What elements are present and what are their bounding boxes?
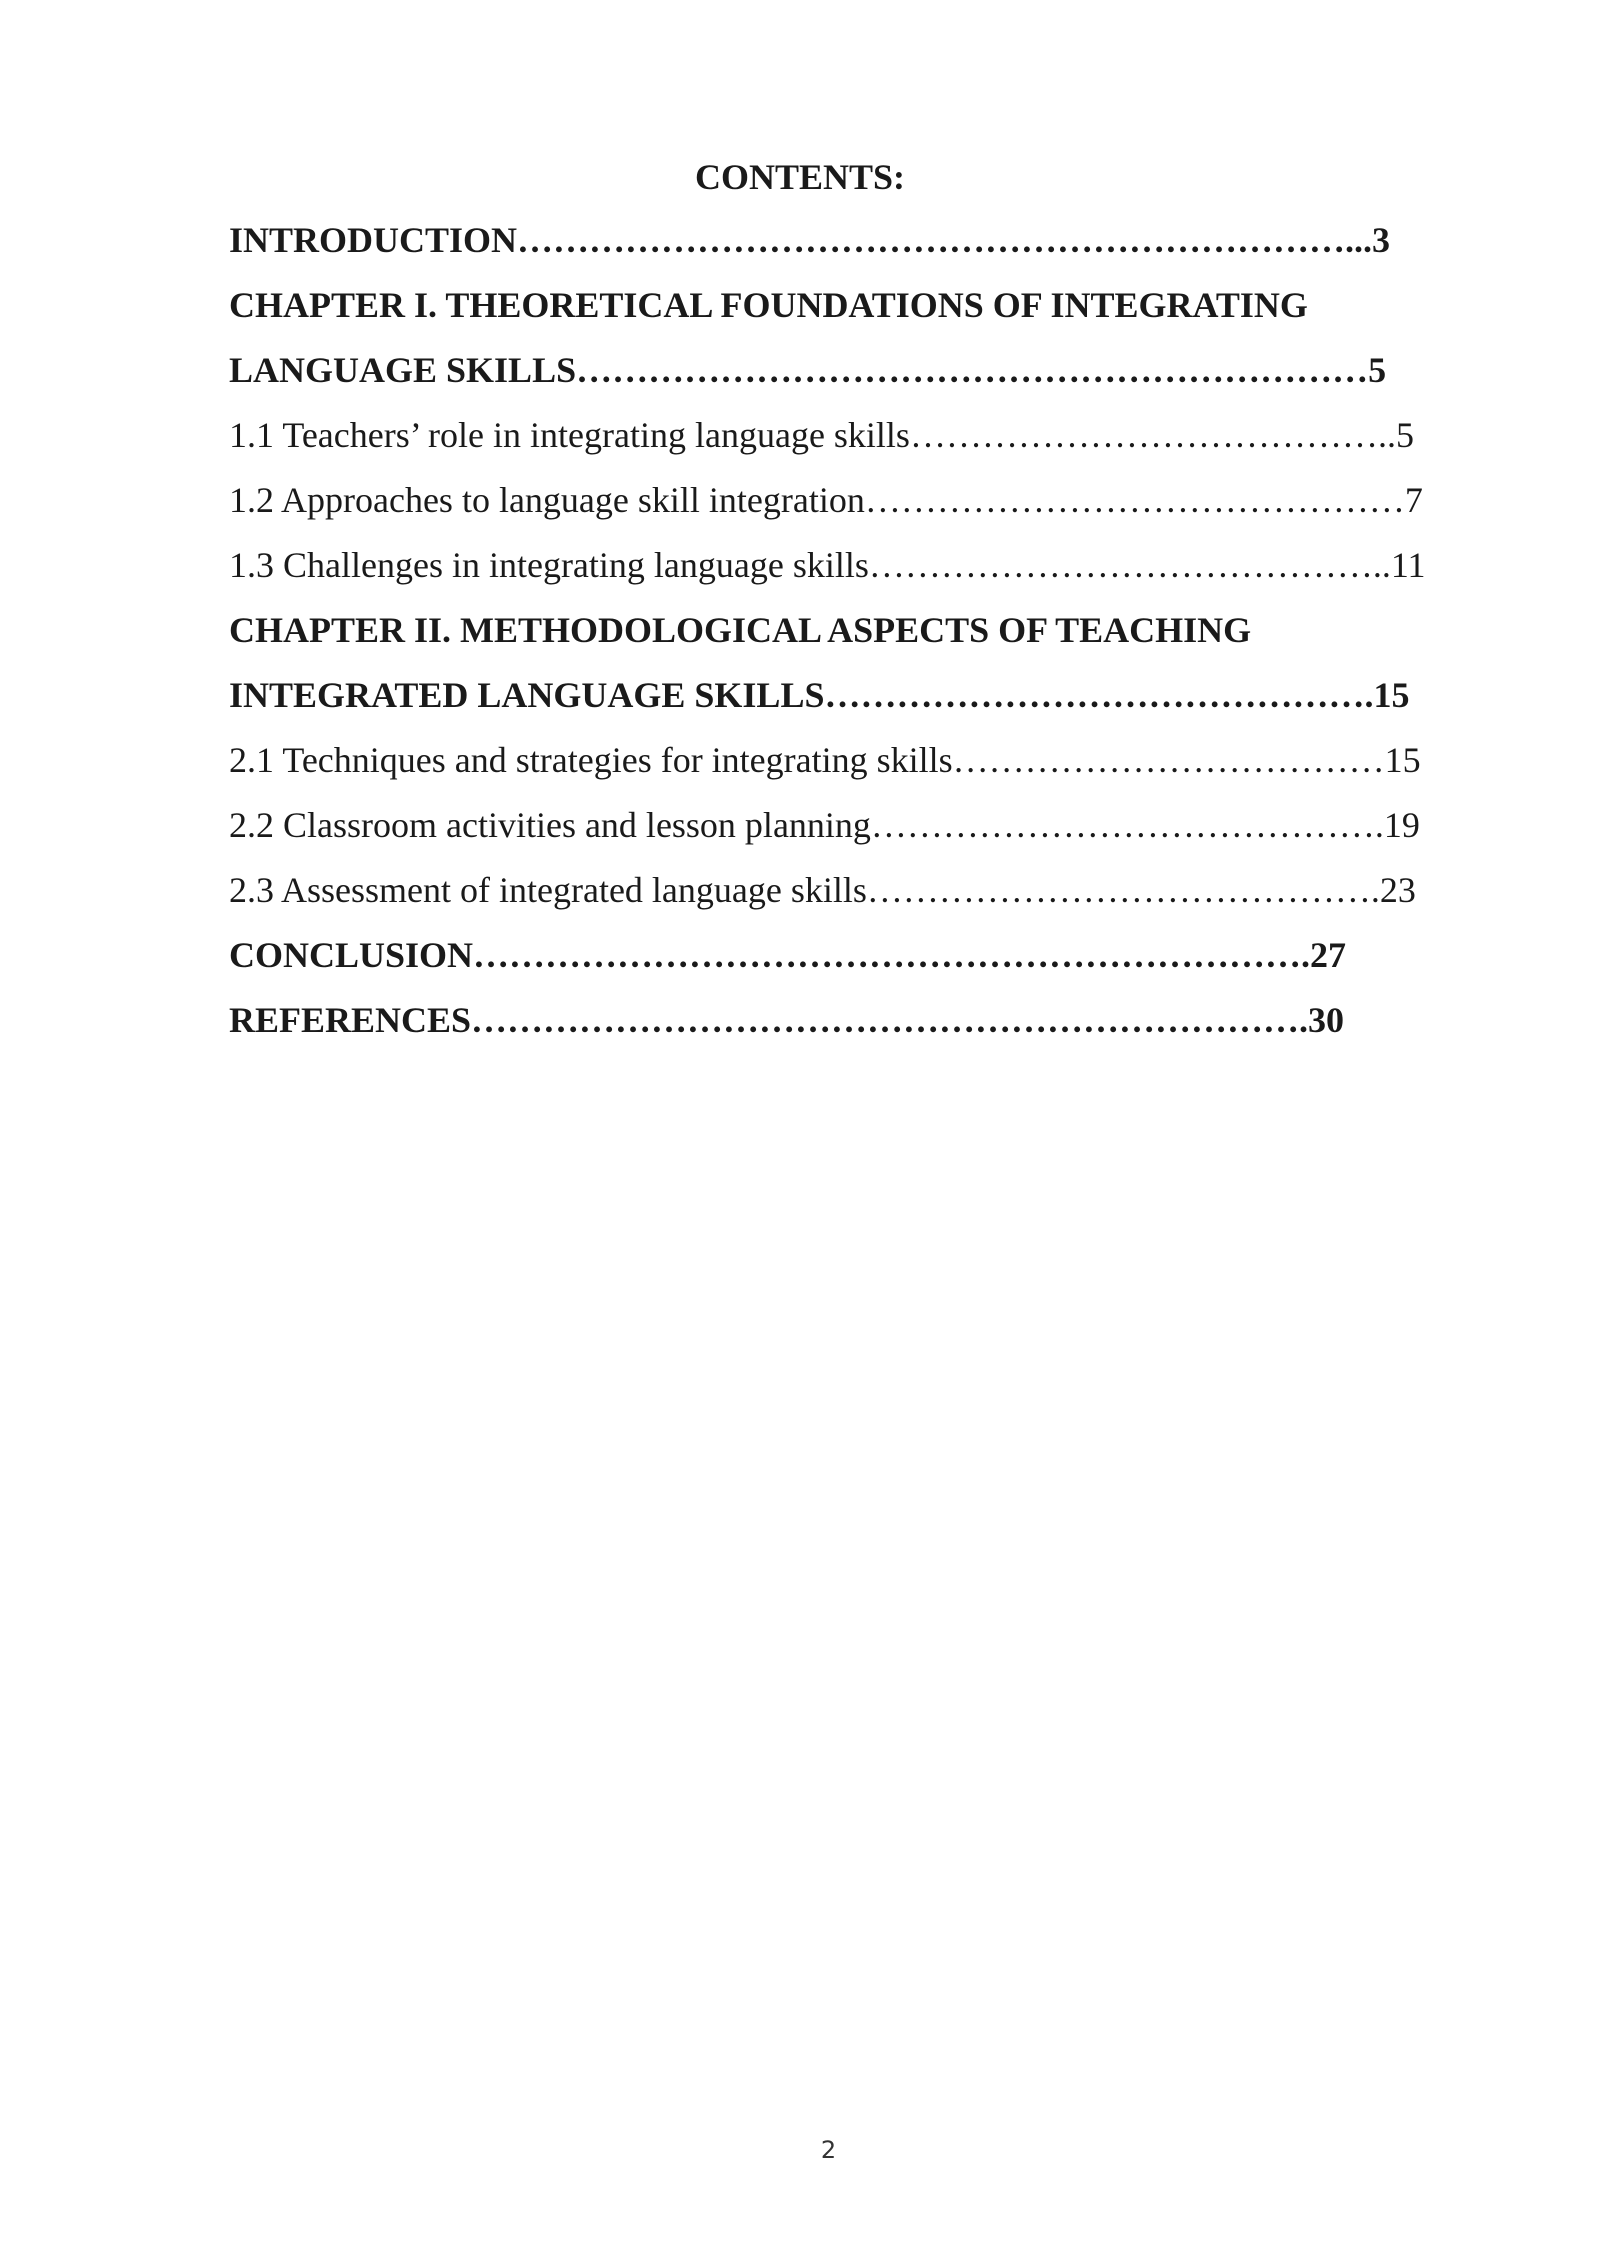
- toc-entry-conclusion: CONCLUSION…………………………………………………………….27: [229, 935, 1347, 975]
- toc-entry-chapter-2-line-2: INTEGRATED LANGUAGE SKILLS……………………………………….15: [229, 675, 1410, 715]
- toc-entry-chapter-1-line-1: CHAPTER I. THEORETICAL FOUNDATIONS OF INTEGRATING: [229, 285, 1308, 325]
- contents-heading: CONTENTS:: [694, 157, 906, 197]
- toc-entry-introduction: INTRODUCTION……………………………………………………………...3: [229, 220, 1391, 260]
- page-number: 2: [820, 2136, 837, 2164]
- toc-entry-chapter-1-line-2: LANGUAGE SKILLS…………………………………………………………5: [229, 350, 1387, 390]
- table-of-contents: [229, 208, 1479, 1053]
- toc-entry-section-2-2: 2.2 Classroom activities and lesson planning…………………………………….19: [229, 805, 1420, 845]
- toc-entry-references: REFERENCES…………………………………………………………….30: [229, 1000, 1345, 1040]
- toc-entry-section-1-1: 1.1 Teachers’ role in integrating language skills…………………………………..5: [229, 415, 1414, 455]
- toc-entry-section-2-3: 2.3 Assessment of integrated language skills…………………………………….23: [229, 870, 1416, 910]
- toc-entry-chapter-2-line-1: CHAPTER II. METHODOLOGICAL ASPECTS OF TEACHING: [229, 610, 1252, 650]
- toc-entry-section-2-1: 2.1 Techniques and strategies for integrating skills………………………………15: [229, 740, 1421, 780]
- toc-entry-section-1-3: 1.3 Challenges in integrating language skills……………………………………..11: [229, 545, 1426, 585]
- toc-entry-section-1-2: 1.2 Approaches to language skill integration………………………………………7: [229, 480, 1423, 520]
